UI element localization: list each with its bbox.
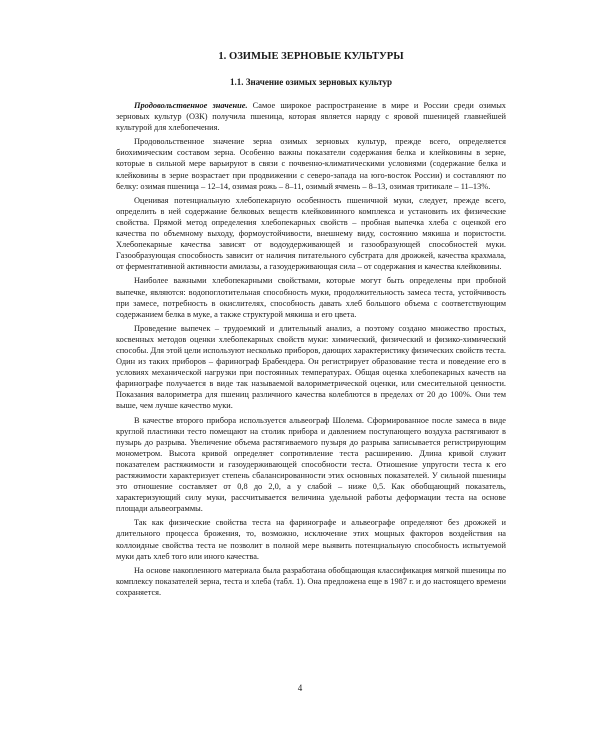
paragraph-1: [116, 100, 506, 133]
paragraph-4: Наиболее важными хлебопекарными свойствами, которые могут быть определены при пробной выпечке, являются: водопоглотительная способность муки, продолжительность замеса теста, устойчивость при замесе, потребность в окислителях, способность давать хлеб большого объема с соответствующим содержанием белка в муке, а также структурой мякиша и его цвета.: [116, 276, 506, 319]
paragraph-2: Продовольственное значение зерна озимых зерновых культур, прежде всего, определяется биохимическим составом зерна. Особенно важны показатели содержания белка и клейковины в зерне, которые в сильной мере варьируют в связи с почвенно-климатическими условиями (содержание белка и клейковины в зерне возрастает при продвижении с северо-запада на юго-восток России) и составляют по белку: озимая пшеница – 12–14, озимая рожь – 8–11, озимый ячмень – 8–13, озимая тритикале – 11–13%.: [116, 137, 506, 191]
paragraph-6: В качестве второго прибора используется альвеограф Шолема. Сформированное после замеса в виде круглой пластинки тесто помещают на столик прибора и давлением поступающего воздуха растягивают в пузырь до разрыва. Увеличение объема растягиваемого пузыря до разрыва записывается регистрирующим монометром. Высота кривой определяет сопротивление теста расширению. Длина кривой служит показателем растяжимости и газоудерживающей способности теста. Отношение упругости теста к его растяжимости характеризует степень сбалансированности этих основных показателей. У сильной пшеницы это отношение составляет от 0,8 до 2,0, а у слабой – ниже 0,5. Как обобщающий показатель, характеризующий силу муки, рассчитывается величина удельной работы деформации теста на основе площади альвеограммы.: [116, 415, 506, 514]
paragraph-5: Проведение выпечек – трудоемкий и длительный анализ, а поэтому создано множество простых, косвенных методов оценки хлебопекарных свойств муки: химический, физический и физико-химический способы. Для этой цели используют несколько приборов, дающих характеристику физических свойств теста. Один из таких приборов – фаринограф Брабендера. Он регистрирует образование теста и поведение его в условиях механической нагрузки при постоянных температурах. Общая оценка хлебопекарных качеств на фаринографе получается в виде так называемой валориметрической оценки, или смесительной ценности. Показания валориметра для пшениц различного качества колеблются в пределах от 20 до 100%. Они тем выше, чем лучше качество муки.: [116, 323, 506, 411]
paragraph-text: Самое широкое распространение в мире и России среди озимых зерновых культур (ОЗК) получила пшеница, которая является наряду с яровой пшеницей главнейшей культурой для хлебопечения.: [116, 101, 506, 133]
paragraph-8: На основе накопленного материала была разработана обобщающая классификация мягкой пшеницы по комплексу показателей зерна, теста и хлеба (табл. 1). Она предложена еще в 1987 г. и до настоящего времени сохраняется.: [116, 565, 506, 597]
section-title: 1.1. Значение озимых зерновых культур: [229, 77, 393, 87]
paragraph-lead: Продовольственное значение.: [134, 101, 248, 110]
page-number: 4: [297, 683, 303, 693]
paragraph-7: Так как физические свойства теста на фаринографе и альвеографе определяют без дрожжей и длительного процесса брожения, то, возможно, исключение этих мощных факторов воздействия на коллоидные свойства теста не позволит в полной мере выявить потенциальную способность испытуемой муки дать хлеб того или иного качества.: [116, 518, 506, 561]
page-content: [116, 50, 506, 601]
chapter-title: 1. ОЗИМЫЕ ЗЕРНОВЫЕ КУЛЬТУРЫ: [218, 51, 404, 62]
paragraph-3: Оценивая потенциальную хлебопекарную особенность пшеничной муки, следует, прежде всего, определить в ней содержание белковых веществ клейковинного комплекса и установить их физические свойства. Прямой метод определения хлебопекарных свойств – пробная выпечка хлеба с оценкой его качества по объемному выходу, формоустойчивости, внешнему виду, состоянию мякиша и пористости. Хлебопекарные качества зависят от водоудерживающей и газообразующей способностей муки. Газообразующая способность зависит от наличия питательного субстрата для дрожжей, качества крахмала, от ферментативной активности амилазы, а газоудерживающая сила – от содержания и качества клейковины.: [116, 195, 506, 272]
